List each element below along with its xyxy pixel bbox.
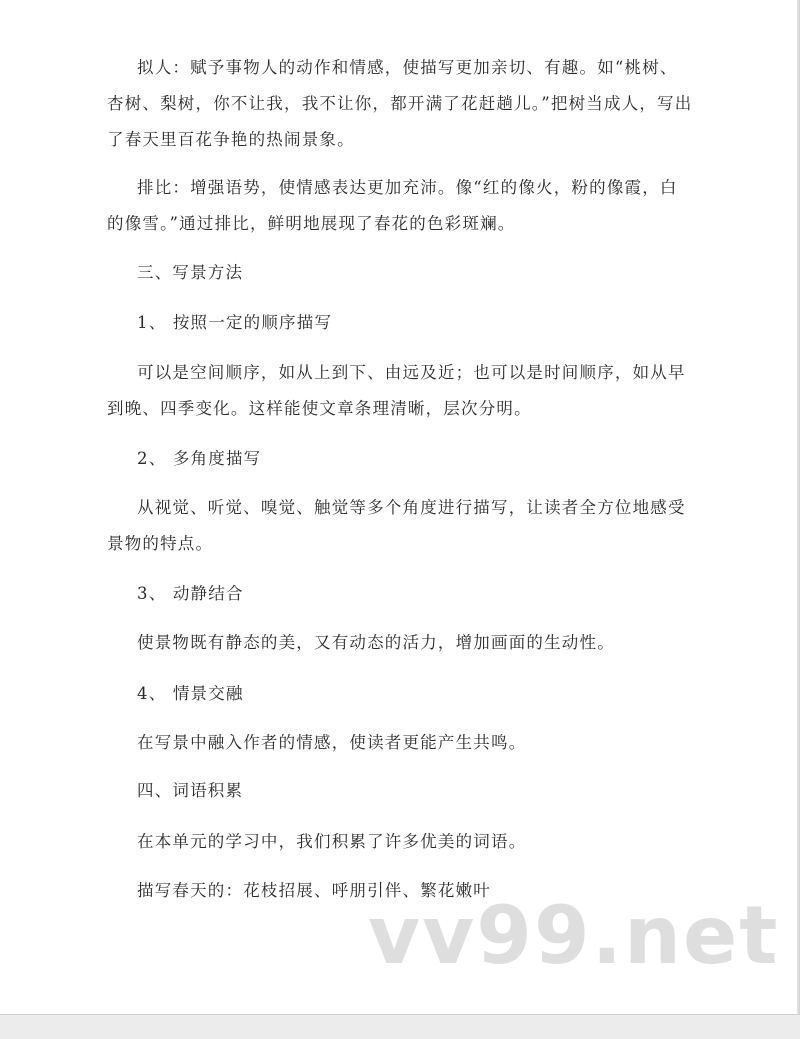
paragraph-parallelism-text: 排比：增强语势，使情感表达更加充沛。像“红的像火，粉的像霞，白的像雪。”通过排比，鲜明地展现了春花的色彩斑斓。 [107,178,678,233]
page-bottom-gap [0,1014,800,1039]
paragraph-order [107,355,693,427]
paragraph-vocabulary-intro [107,824,693,860]
paragraph-parallelism [107,170,693,242]
paragraph-multi-angle [107,490,693,562]
paragraph-personification [107,50,693,158]
paragraph-multi-angle-text: 从视觉、听觉、嗅觉、触觉等多个角度进行描写，让读者全方位地感受景物的特点。 [107,498,686,553]
subheading-emotion-scene: 4、 情景交融 [137,684,244,703]
paragraph-personification-text: 拟人：赋予事物人的动作和情感，使描写更加亲切、有趣。如“桃树、杏树、梨树，你不让我，我不让你，都开满了花赶趟儿。”把树当成人，写出了春天里百花争艳的热闹景象。 [107,58,693,149]
subheading-order: 1、 按照一定的顺序描写 [137,313,333,332]
watermark-text: vv99.net [368,889,780,982]
paragraph-order-text: 可以是空间顺序，如从上到下、由远及近；也可以是时间顺序，如从早到晚、四季变化。这样能使文章条理清晰，层次分明。 [107,363,686,418]
subheading-static-dynamic: 3、 动静结合 [137,584,244,603]
section-heading-writing-methods: 三、写景方法 [137,263,244,282]
paragraph-emotion-scene-text: 在写景中融入作者的情感，使读者更能产生共鸣。 [137,733,527,752]
subheading-multi-angle: 2、 多角度描写 [137,449,262,468]
paragraph-spring-words-text: 描写春天的：花枝招展、呼朋引伴、繁花嫩叶 [137,881,491,900]
paragraph-static-dynamic-text: 使景物既有静态的美，又有动态的活力，增加画面的生动性。 [137,633,615,652]
section-heading-vocabulary: 四、词语积累 [137,781,244,800]
paragraph-vocabulary-intro-text: 在本单元的学习中，我们积累了许多优美的词语。 [137,832,527,851]
paragraph-emotion-scene [107,725,693,761]
paragraph-static-dynamic [107,625,693,661]
